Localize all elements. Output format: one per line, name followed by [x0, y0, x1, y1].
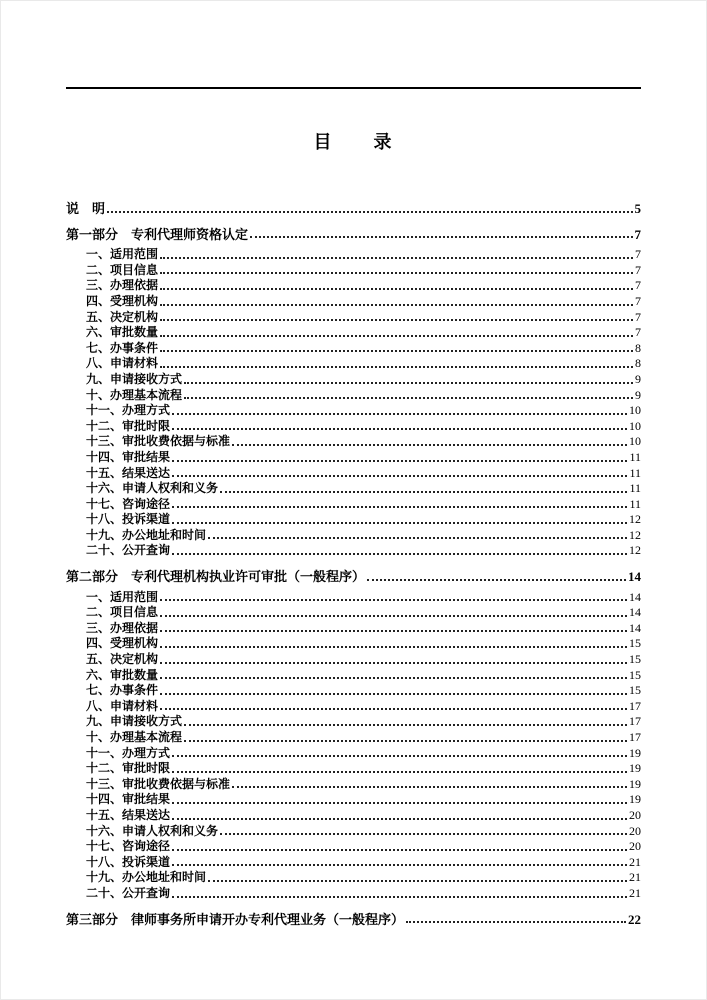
toc-leader-dots: [184, 397, 633, 399]
toc-entry-label: 五、决定机构: [86, 309, 159, 324]
toc-entry-page: 22: [628, 911, 641, 927]
toc-entry: [66, 912, 641, 928]
toc-entry-page: 8: [635, 356, 641, 371]
toc-entry-page: 10: [629, 434, 641, 449]
toc-entry-label: 十四、审批结果: [86, 792, 171, 807]
toc-entry: [66, 263, 641, 279]
toc-leader-dots: [160, 366, 633, 368]
toc-entry: [66, 839, 641, 855]
toc-entry-page: 7: [635, 293, 641, 308]
toc-entry: [66, 201, 641, 217]
toc-entry-page: 11: [629, 465, 641, 480]
toc-leader-dots: [220, 491, 627, 493]
toc-entry: [66, 777, 641, 793]
toc-entry: [66, 497, 641, 513]
toc-leader-dots: [160, 350, 633, 352]
toc-entry-page: 19: [629, 792, 641, 807]
toc-entry: [66, 372, 641, 388]
toc-entry-page: 7: [634, 226, 641, 242]
toc-entry-page: 20: [629, 807, 641, 822]
toc-entry: [66, 590, 641, 606]
toc-leader-dots: [172, 755, 627, 757]
toc-leader-dots: [172, 818, 627, 820]
toc-leader-dots: [160, 599, 627, 601]
toc-entry-page: 10: [629, 403, 641, 418]
toc-entry-page: 12: [629, 543, 641, 558]
toc-leader-dots: [107, 211, 632, 213]
toc-entry: [66, 683, 641, 699]
toc-entry: [66, 652, 641, 668]
toc-entry-label: 三、办理依据: [86, 278, 159, 293]
toc-entry-label: 九、申请接收方式: [86, 714, 183, 729]
toc-entry-page: 21: [629, 870, 641, 885]
toc-entry: [66, 356, 641, 372]
toc-entry-label: 十六、申请人权利和义务: [86, 823, 219, 838]
toc-entry-page: 7: [635, 309, 641, 324]
toc-entry-page: 14: [629, 589, 641, 604]
toc-entry-label: 八、申请材料: [86, 356, 159, 371]
toc-entry-page: 12: [629, 527, 641, 542]
toc-entry-label: 十五、结果送达: [86, 465, 171, 480]
toc-entry-page: 19: [629, 761, 641, 776]
toc-leader-dots: [160, 319, 633, 321]
toc-entry-label: 十八、投诉渠道: [86, 512, 171, 527]
toc-entry-label: 十八、投诉渠道: [86, 854, 171, 869]
toc-entry-label: 十七、咨询途径: [86, 496, 171, 511]
toc-entry-page: 7: [635, 278, 641, 293]
toc-entry: [66, 621, 641, 637]
header-rule: [66, 87, 641, 89]
toc-entry: [66, 341, 641, 357]
toc-entry-label: 十一、办理方式: [86, 403, 171, 418]
toc-entry-page: 14: [629, 605, 641, 620]
toc-entry-label: 第二部分 专利代理机构执业许可审批（一般程序）: [66, 569, 366, 585]
toc-entry-label: 二、项目信息: [86, 262, 159, 277]
toc-entry-label: 十二、审批时限: [86, 418, 171, 433]
toc-leader-dots: [208, 880, 627, 882]
toc-entry-page: 14: [628, 569, 641, 585]
toc-entry-page: 17: [629, 698, 641, 713]
toc-leader-dots: [172, 864, 627, 866]
toc-entry-page: 21: [629, 885, 641, 900]
toc-leader-dots: [160, 257, 633, 259]
toc-leader-dots: [160, 630, 627, 632]
toc-entry: [66, 746, 641, 762]
toc-leader-dots: [172, 896, 627, 898]
toc-entry-page: 8: [635, 340, 641, 355]
toc-entry-page: 21: [629, 854, 641, 869]
toc-entry: [66, 792, 641, 808]
toc-entry-label: 十九、办公地址和时间: [86, 870, 207, 885]
toc-entry-label: 七、办事条件: [86, 340, 159, 355]
toc-entry-label: 四、受理机构: [86, 636, 159, 651]
toc-entry: [66, 403, 641, 419]
toc-leader-dots: [184, 740, 627, 742]
toc-entry-page: 10: [629, 418, 641, 433]
toc-entry: [66, 294, 641, 310]
toc-leader-dots: [184, 382, 633, 384]
toc-entry-label: 九、申请接收方式: [86, 371, 183, 386]
toc-entry-label: 六、审批数量: [86, 325, 159, 340]
toc-leader-dots: [250, 236, 632, 238]
toc-entry-page: 7: [635, 247, 641, 262]
toc-entry: [66, 512, 641, 528]
toc-leader-dots: [172, 802, 627, 804]
toc-entry: [66, 278, 641, 294]
toc-entry: [66, 855, 641, 871]
toc-leader-dots: [160, 646, 627, 648]
toc-entry: [66, 419, 641, 435]
toc-leader-dots: [172, 849, 627, 851]
toc-entry-page: 11: [629, 481, 641, 496]
toc-leader-dots: [172, 506, 627, 508]
toc-entry-label: 八、申请材料: [86, 698, 159, 713]
toc-leader-dots: [160, 288, 633, 290]
toc-entry-page: 19: [629, 776, 641, 791]
toc-entry: [66, 636, 641, 652]
toc-entry: [66, 730, 641, 746]
toc-leader-dots: [172, 553, 627, 555]
toc-leader-dots: [172, 522, 627, 524]
toc-entry-page: 15: [629, 652, 641, 667]
toc-entry-page: 11: [629, 496, 641, 511]
toc-entry-page: 20: [629, 839, 641, 854]
toc-entry-label: 十四、审批结果: [86, 449, 171, 464]
toc-entry-page: 19: [629, 745, 641, 760]
toc-entry: [66, 714, 641, 730]
toc-leader-dots: [160, 304, 633, 306]
toc-entry: [66, 699, 641, 715]
toc-leader-dots: [406, 921, 626, 923]
toc-entry-label: 十、办理基本流程: [86, 730, 183, 744]
toc-entry-page: 7: [635, 325, 641, 340]
toc-leader-dots: [367, 579, 626, 581]
toc-entry-page: 15: [629, 683, 641, 698]
toc-entry: [66, 870, 641, 886]
toc-entry: [66, 761, 641, 777]
toc-entry-page: 5: [634, 201, 641, 216]
toc-leader-dots: [160, 615, 627, 617]
toc-entry: [66, 310, 641, 326]
toc-leader-dots: [160, 335, 633, 337]
toc-entry: [66, 543, 641, 559]
toc-entry-page: 17: [629, 730, 641, 744]
toc-entry-label: 二十、公开查询: [86, 885, 171, 900]
toc-leader-dots: [232, 444, 627, 446]
toc-entry-label: 五、决定机构: [86, 652, 159, 667]
toc-entry-page: 15: [629, 636, 641, 651]
toc-leader-dots: [172, 413, 627, 415]
toc-entry-label: 三、办理依据: [86, 620, 159, 635]
toc-entry: [66, 824, 641, 840]
toc-leader-dots: [160, 272, 633, 274]
toc-leader-dots: [160, 662, 627, 664]
toc-entry-label: 六、审批数量: [86, 667, 159, 682]
toc-leader-dots: [172, 771, 627, 773]
toc-entry: [66, 886, 641, 902]
toc-entry-page: 14: [629, 620, 641, 635]
toc-title: 目 录: [313, 132, 394, 152]
toc-entry-label: 十三、审批收费依据与标准: [86, 776, 231, 791]
toc-leader-dots: [172, 460, 627, 462]
toc-entry-label: 十九、办公地址和时间: [86, 527, 207, 542]
toc-entry: [66, 247, 641, 263]
toc-leader-dots: [208, 537, 627, 539]
toc-entry: [66, 668, 641, 684]
toc-entry-label: 十五、结果送达: [86, 807, 171, 822]
toc-entry: [66, 605, 641, 621]
toc-entry: [66, 450, 641, 466]
toc-entry: [66, 434, 641, 450]
toc-entry-label: 十一、办理方式: [86, 745, 171, 760]
toc-entry: [66, 528, 641, 544]
toc-entry: [66, 808, 641, 824]
toc-leader-dots: [232, 786, 627, 788]
toc-entry-page: 17: [629, 714, 641, 729]
toc-leader-dots: [184, 724, 627, 726]
toc-entry-page: 20: [629, 823, 641, 838]
toc-leader-dots: [172, 475, 627, 477]
toc-entry: [66, 325, 641, 341]
toc-entry-label: 四、受理机构: [86, 293, 159, 308]
toc-entry: [66, 481, 641, 497]
toc-entry-label: 二、项目信息: [86, 605, 159, 620]
toc-entry-label: 说 明: [66, 201, 106, 216]
toc-entry: [66, 227, 641, 243]
toc-entry-label: 十六、申请人权利和义务: [86, 481, 219, 496]
toc-list: [66, 201, 641, 927]
toc-entry: [66, 388, 641, 404]
toc-entry-page: 15: [629, 667, 641, 682]
toc-entry-label: 二十、公开查询: [86, 543, 171, 558]
toc-leader-dots: [172, 428, 627, 430]
toc-entry-label: 七、办事条件: [86, 683, 159, 698]
toc-entry-page: 7: [635, 262, 641, 277]
toc-entry-label: 十二、审批时限: [86, 761, 171, 776]
toc-entry-page: 9: [635, 371, 641, 386]
toc-entry-label: 第三部分 律师事务所申请开办专利代理业务（一般程序）: [66, 911, 405, 927]
toc-entry-page: 12: [629, 512, 641, 527]
toc-entry-page: 9: [635, 387, 641, 402]
toc-leader-dots: [160, 708, 627, 710]
toc-entry: [66, 466, 641, 482]
toc-leader-dots: [220, 833, 627, 835]
toc-entry-page: 11: [629, 449, 641, 464]
toc-entry-label: 十、办理基本流程: [86, 387, 183, 402]
toc-entry-label: 第一部分 专利代理师资格认定: [66, 226, 249, 242]
toc-entry-label: 十七、咨询途径: [86, 839, 171, 854]
toc-entry: [66, 569, 641, 585]
toc-leader-dots: [160, 693, 627, 695]
toc-entry-label: 一、适用范围: [86, 247, 159, 262]
toc-entry-label: 十三、审批收费依据与标准: [86, 434, 231, 449]
toc-entry-label: 一、适用范围: [86, 589, 159, 604]
toc-leader-dots: [160, 677, 627, 679]
